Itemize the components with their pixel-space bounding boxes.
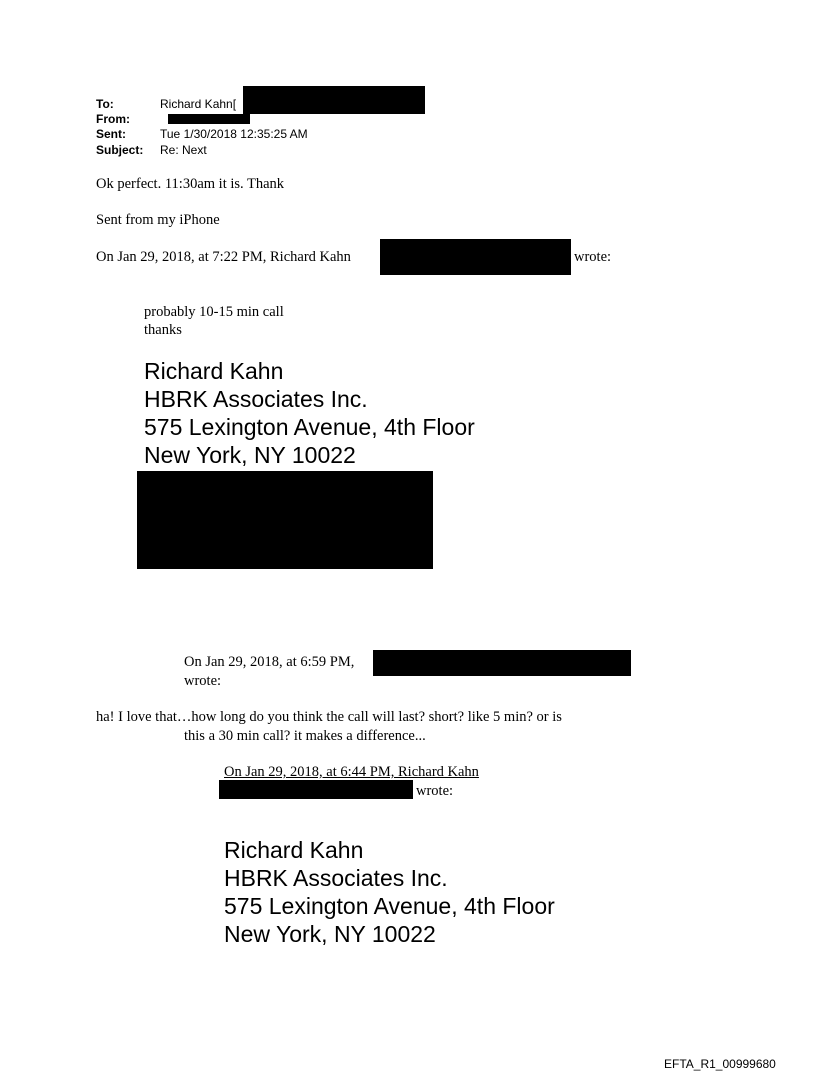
- bates-number: EFTA_R1_00999680: [664, 1057, 776, 1071]
- sent-from-line: Sent from my iPhone: [96, 212, 220, 228]
- sent-label: Sent:: [96, 127, 126, 141]
- signature-address: 575 Lexington Avenue, 4th Floor: [224, 893, 555, 919]
- redaction-box: [219, 780, 413, 799]
- signature-city: New York, NY 10022: [224, 921, 436, 947]
- message-line: this a 30 min call? it makes a difference...: [184, 728, 426, 744]
- redaction-box: [380, 239, 571, 275]
- signature-company: HBRK Associates Inc.: [224, 865, 448, 891]
- subject-label: Subject:: [96, 143, 144, 157]
- message-line: probably 10-15 min call: [144, 304, 284, 320]
- signature-name: Richard Kahn: [224, 837, 364, 863]
- quote-wrote: wrote:: [416, 783, 454, 799]
- quote-wrote: wrote:: [574, 249, 612, 265]
- message-line: thanks: [144, 322, 182, 338]
- message-line: ha! I love that…how long do you think the call will last? short? like 5 min? or is: [96, 709, 562, 725]
- quote-wrote: wrote:: [184, 673, 222, 689]
- quote-intro: On Jan 29, 2018, at 6:44 PM, Richard Kahn: [224, 764, 479, 780]
- redaction-box: [137, 471, 433, 569]
- to-label: To:: [96, 97, 114, 111]
- redaction-box: [168, 114, 250, 124]
- signature-company: HBRK Associates Inc.: [144, 386, 368, 412]
- quote-intro: On Jan 29, 2018, at 6:59 PM,: [184, 654, 355, 670]
- to-value: Richard Kahn[: [160, 97, 237, 111]
- signature-name: Richard Kahn: [144, 358, 284, 384]
- sent-value: Tue 1/30/2018 12:35:25 AM: [160, 127, 308, 141]
- redaction-box: [243, 86, 425, 114]
- signature-address: 575 Lexington Avenue, 4th Floor: [144, 414, 475, 440]
- subject-value: Re: Next: [160, 143, 207, 157]
- body-line: Ok perfect. 11:30am it is. Thank: [96, 176, 285, 192]
- quote-intro: On Jan 29, 2018, at 7:22 PM, Richard Kahn: [96, 249, 351, 265]
- redaction-box: [373, 650, 631, 676]
- from-label: From:: [96, 112, 130, 126]
- signature-city: New York, NY 10022: [144, 442, 356, 468]
